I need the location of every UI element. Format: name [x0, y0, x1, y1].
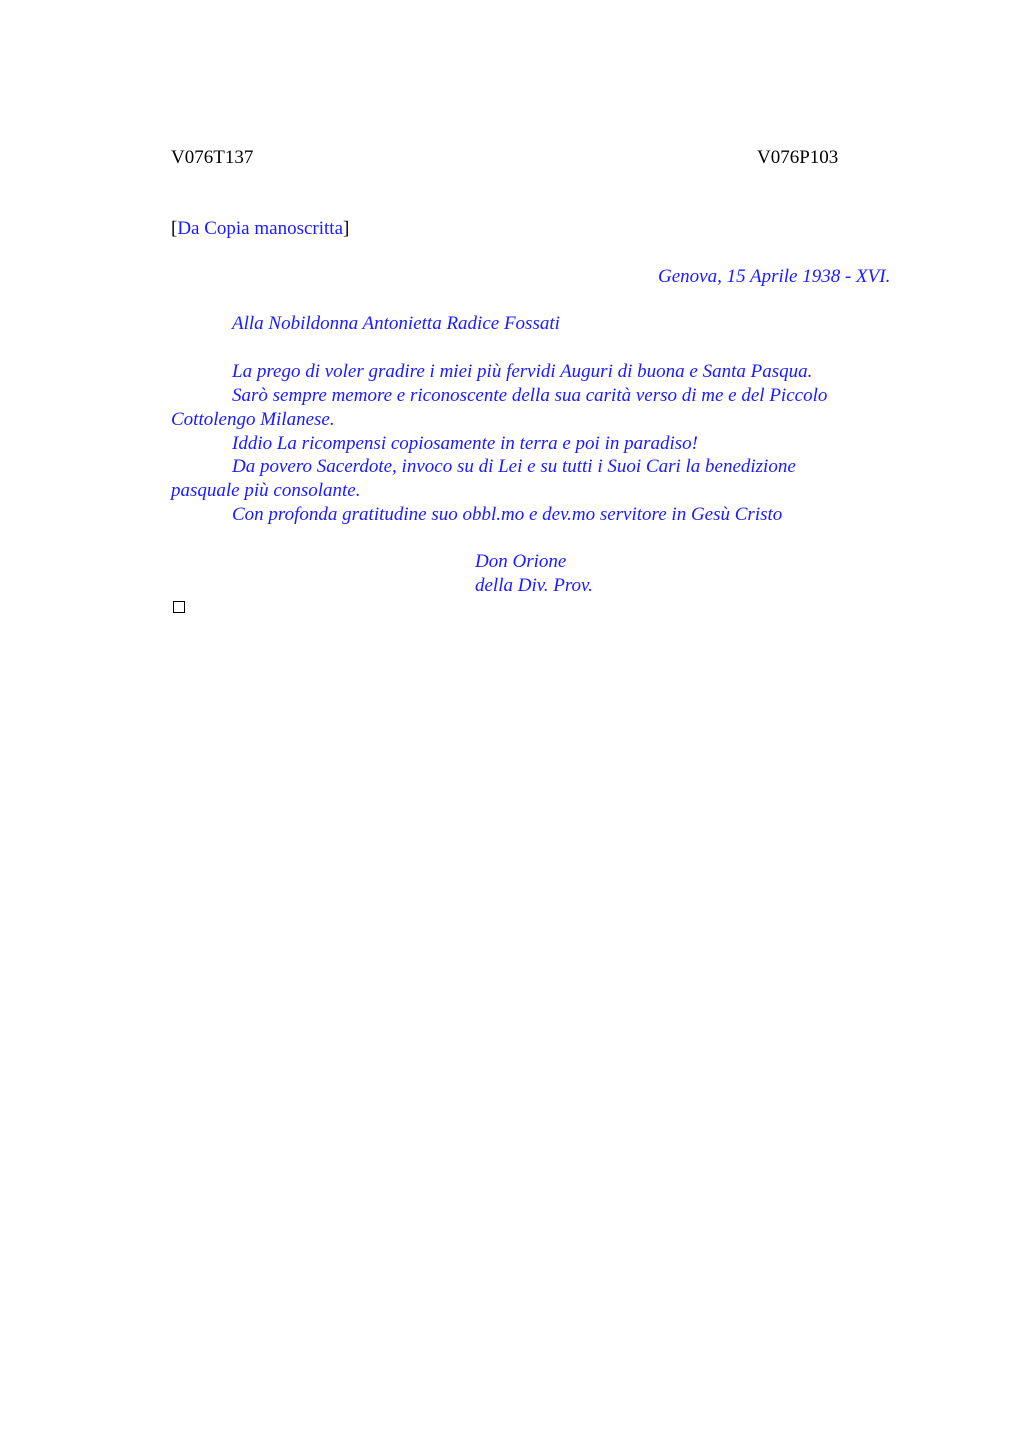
source-text: Da Copia manoscritta: [177, 218, 344, 239]
signature-name: Don Orione: [475, 551, 567, 572]
source-note: [171, 217, 349, 241]
paragraph-3: Iddio La ricompensi copiosamente in terra e poi in paradiso!: [232, 433, 698, 454]
header-left-code: V076T137: [171, 147, 254, 168]
header-right-code: V076P103: [757, 147, 839, 168]
source-open-bracket: [: [171, 218, 178, 239]
recipient: Alla Nobildonna Antonietta Radice Fossati: [232, 313, 560, 334]
paragraph-1: La prego di voler gradire i miei più fervidi Auguri di buona e Santa Pasqua.: [232, 361, 813, 382]
signature-title: della Div. Prov.: [475, 575, 593, 596]
paragraph-2: Sarò sempre memore e riconoscente della sua carità verso di me e del Piccolo Cottolengo Milanese.: [171, 385, 828, 430]
place-date: Genova, 15 Aprile 1938 - XVI.: [658, 266, 891, 287]
end-box-icon: [173, 601, 185, 613]
source-close-bracket: ]: [343, 218, 350, 239]
paragraph-4: Da povero Sacerdote, invoco su di Lei e su tutti i Suoi Cari la benedizione pasquale più consolante.: [171, 456, 796, 501]
paragraph-5: Con profonda gratitudine suo obbl.mo e dev.mo servitore in Gesù Cristo: [232, 504, 783, 525]
